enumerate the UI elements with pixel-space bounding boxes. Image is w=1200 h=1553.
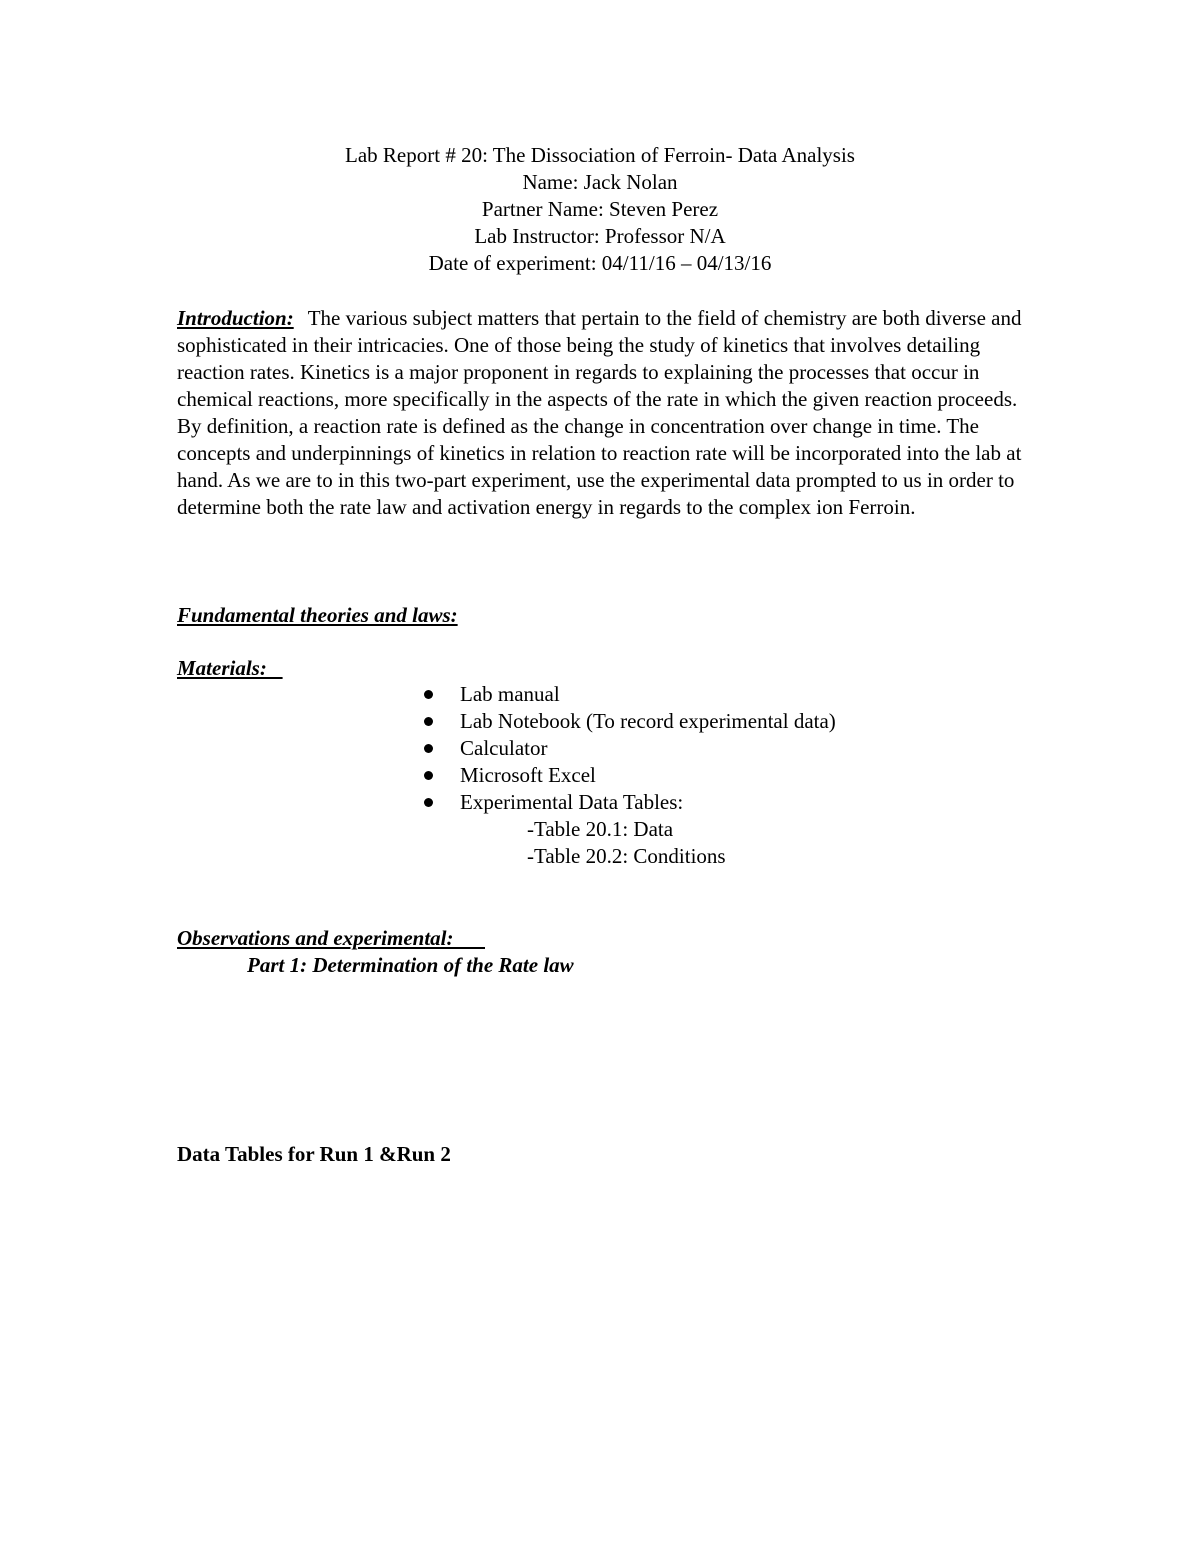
observations-heading: Observations and experimental: xyxy=(177,926,485,950)
student-name: Name: Jack Nolan xyxy=(522,170,678,194)
bullet-icon xyxy=(424,717,433,726)
data-tables-heading: Data Tables for Run 1 &Run 2 xyxy=(177,1142,451,1166)
experiment-date: Date of experiment: 04/11/16 – 04/13/16 xyxy=(428,251,772,275)
materials-list xyxy=(420,681,836,816)
list-item xyxy=(420,681,836,708)
list-item xyxy=(420,708,836,735)
data-tables-sublist xyxy=(527,816,726,870)
bullet-icon xyxy=(424,744,433,753)
list-item-label: Calculator xyxy=(460,736,548,760)
list-item xyxy=(420,789,836,816)
materials-heading: Materials: xyxy=(177,656,283,680)
bullet-icon xyxy=(424,690,433,699)
fundamental-theories-heading: Fundamental theories and laws: xyxy=(177,603,458,627)
sub-list-item: -Table 20.1: Data xyxy=(527,817,674,841)
lab-instructor: Lab Instructor: Professor N/A xyxy=(474,224,726,248)
sub-list-item: -Table 20.2: Conditions xyxy=(527,844,726,868)
list-item xyxy=(420,762,836,789)
bullet-icon xyxy=(424,771,433,780)
list-item-label: Lab manual xyxy=(460,682,560,706)
introduction-heading: Introduction: xyxy=(177,306,294,330)
introduction-text: The various subject matters that pertain to the field of chemistry are both diverse and sophisticated in their intricacies. One of those being the study of kinetics that involves detailing reaction rates. Kinetics is a major proponent in regards to explaining the processes that occur in chemical reactions, more specifically in the aspects of the rate in which the given reaction proceeds. By definition, a reaction rate is defined as the change in concentration over change in time. The concepts and underpinnings of kinetics in relation to reaction rate will be incorporated into the lab at hand. As we are to in this two-part experiment, use the experimental data prompted to us in order to determine both the rate law and activation energy in regards to the complex ion Ferroin. xyxy=(177,306,1022,519)
report-title: Lab Report # 20: The Dissociation of Ferroin- Data Analysis xyxy=(345,143,855,167)
list-item xyxy=(420,735,836,762)
partner-name: Partner Name: Steven Perez xyxy=(481,197,719,221)
list-item-label: Experimental Data Tables: xyxy=(460,790,684,814)
list-item-label: Lab Notebook (To record experimental data) xyxy=(460,709,836,733)
bullet-icon xyxy=(424,798,433,807)
report-header xyxy=(0,142,1200,277)
list-item-label: Microsoft Excel xyxy=(460,763,596,787)
introduction-paragraph xyxy=(177,305,1027,521)
part1-subheading: Part 1: Determination of the Rate law xyxy=(247,953,574,977)
